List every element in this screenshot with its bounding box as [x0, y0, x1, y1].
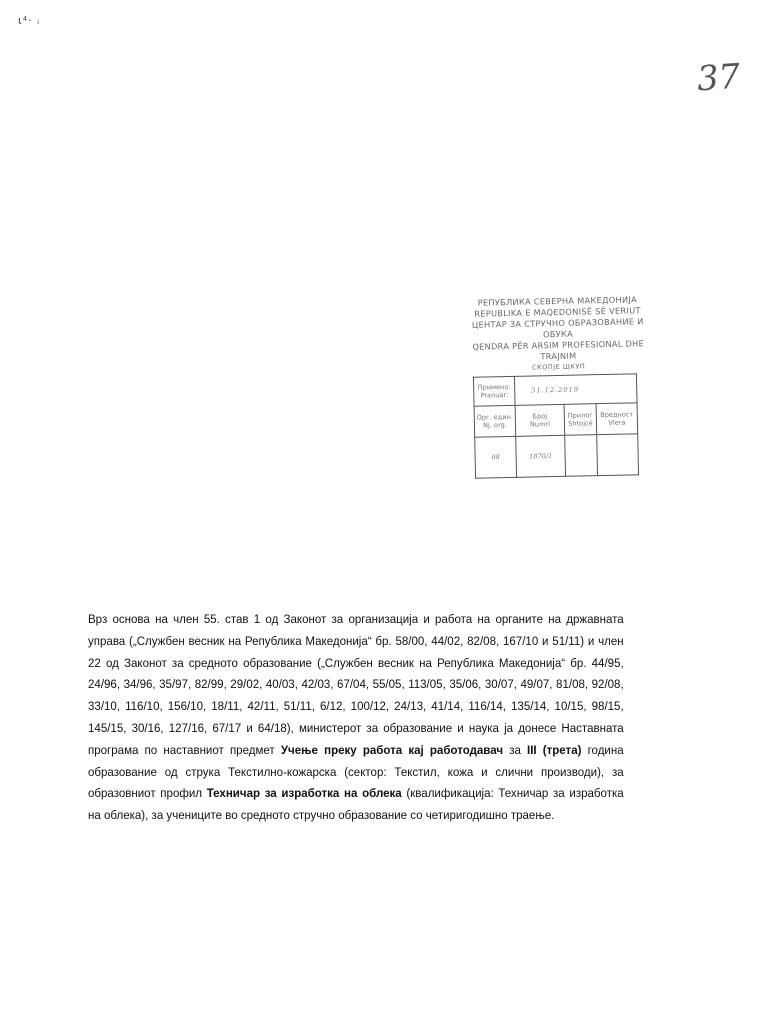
- number-label-cell: [515, 404, 565, 436]
- number-label-al: Numri: [529, 420, 551, 429]
- stamp-header-line: ЦЕНТАР ЗА СТРУЧНО ОБРАЗОВАНИЕ И ОБУКА: [471, 316, 644, 340]
- received-label-cell: [473, 376, 515, 406]
- number-label-mk: Број: [532, 412, 548, 421]
- legal-basis-paragraph: [88, 609, 624, 827]
- subject-name: Учење преку работа кај работодавач: [280, 742, 504, 757]
- handwritten-page-number: 37: [695, 56, 742, 100]
- education-profile: Техничар за изработка на облека: [206, 786, 402, 801]
- paragraph-part-4: (квалификација: Техничар за изработка на облека), за учениците во средното стручно образование со четиригодишно траење.: [88, 786, 624, 823]
- paragraph-part-1: Врз основа на член 55. став 1 од Законот за организација и работа на органите на државната управа („Службен весник на Република Македонија“ бр. 58/00, 44/02, 82/08, 167/10 и 51/11) и член 22 од Законот за средното образование („Службен весник на Република Македонија“ бр. 44/95, 24/96, 34/96, 35/97, 82/99, 29/02, 40/03, 42/03, 67/04, 55/05, 113/05, 35/06, 30/07, 49/07, 81/08, 92/08, 33/10, 116/10, 156/10, 18/11, 42/11, 51/11, 6/12, 100/12, 24/13, 41/14, 116/14, 135/14, 10/15, 98/15, 145/15, 30/16, 127/16, 67/17 и 64/18), министерот за образование и наука ја донесе Наставната програма по наставниот предмет: [88, 612, 624, 757]
- attachment-label-cell: [564, 404, 597, 436]
- value-value: [597, 434, 639, 476]
- received-label-mk: Примено:: [477, 382, 511, 392]
- paragraph-part-3: година образование од струка Текстилно-кожарска (сектор: Текстил, кожа и слични производи), за образовниот профил: [88, 742, 624, 801]
- paragraph-text: [88, 609, 624, 827]
- value-label-al: Vlera: [608, 418, 626, 427]
- stamp-header-line: QENDRA PËR ARSIM PROFESIONAL DHE TRAJNIM: [472, 338, 645, 362]
- org-unit-label-al: Nj. org.: [482, 421, 507, 430]
- org-unit-value: 08: [475, 436, 517, 478]
- scan-artifact-mark: ι⁴· ᵢ: [18, 14, 41, 27]
- stamp-header: [467, 294, 649, 375]
- school-year: III (трета): [527, 742, 582, 757]
- stamp-city: СКОПЈЕ ШКУП: [532, 362, 586, 372]
- attachment-value: [565, 435, 598, 477]
- registry-number-value: 1870/1: [516, 435, 566, 477]
- stamp-table: [473, 373, 639, 478]
- stamp-header-line: REPUBLIKA E MAQEDONISË SË VERIUT: [474, 305, 641, 319]
- received-date: 31.12.2019: [514, 374, 637, 406]
- value-label-mk: Вредност: [600, 410, 634, 420]
- attachment-label-al: Shtojcë: [568, 419, 593, 428]
- stamp-header-line: РЕПУБЛИКА СЕВЕРНА МАКЕДОНИЈА: [477, 294, 638, 308]
- value-label-cell: [596, 403, 638, 435]
- paragraph-part-2: за: [503, 742, 528, 757]
- registration-stamp: [468, 296, 648, 477]
- org-unit-label-mk: Орг. един.: [476, 412, 514, 422]
- attachment-label-mk: Прилог: [567, 411, 593, 420]
- org-unit-label-cell: [474, 405, 516, 437]
- received-label-al: Pranuar:: [480, 390, 509, 400]
